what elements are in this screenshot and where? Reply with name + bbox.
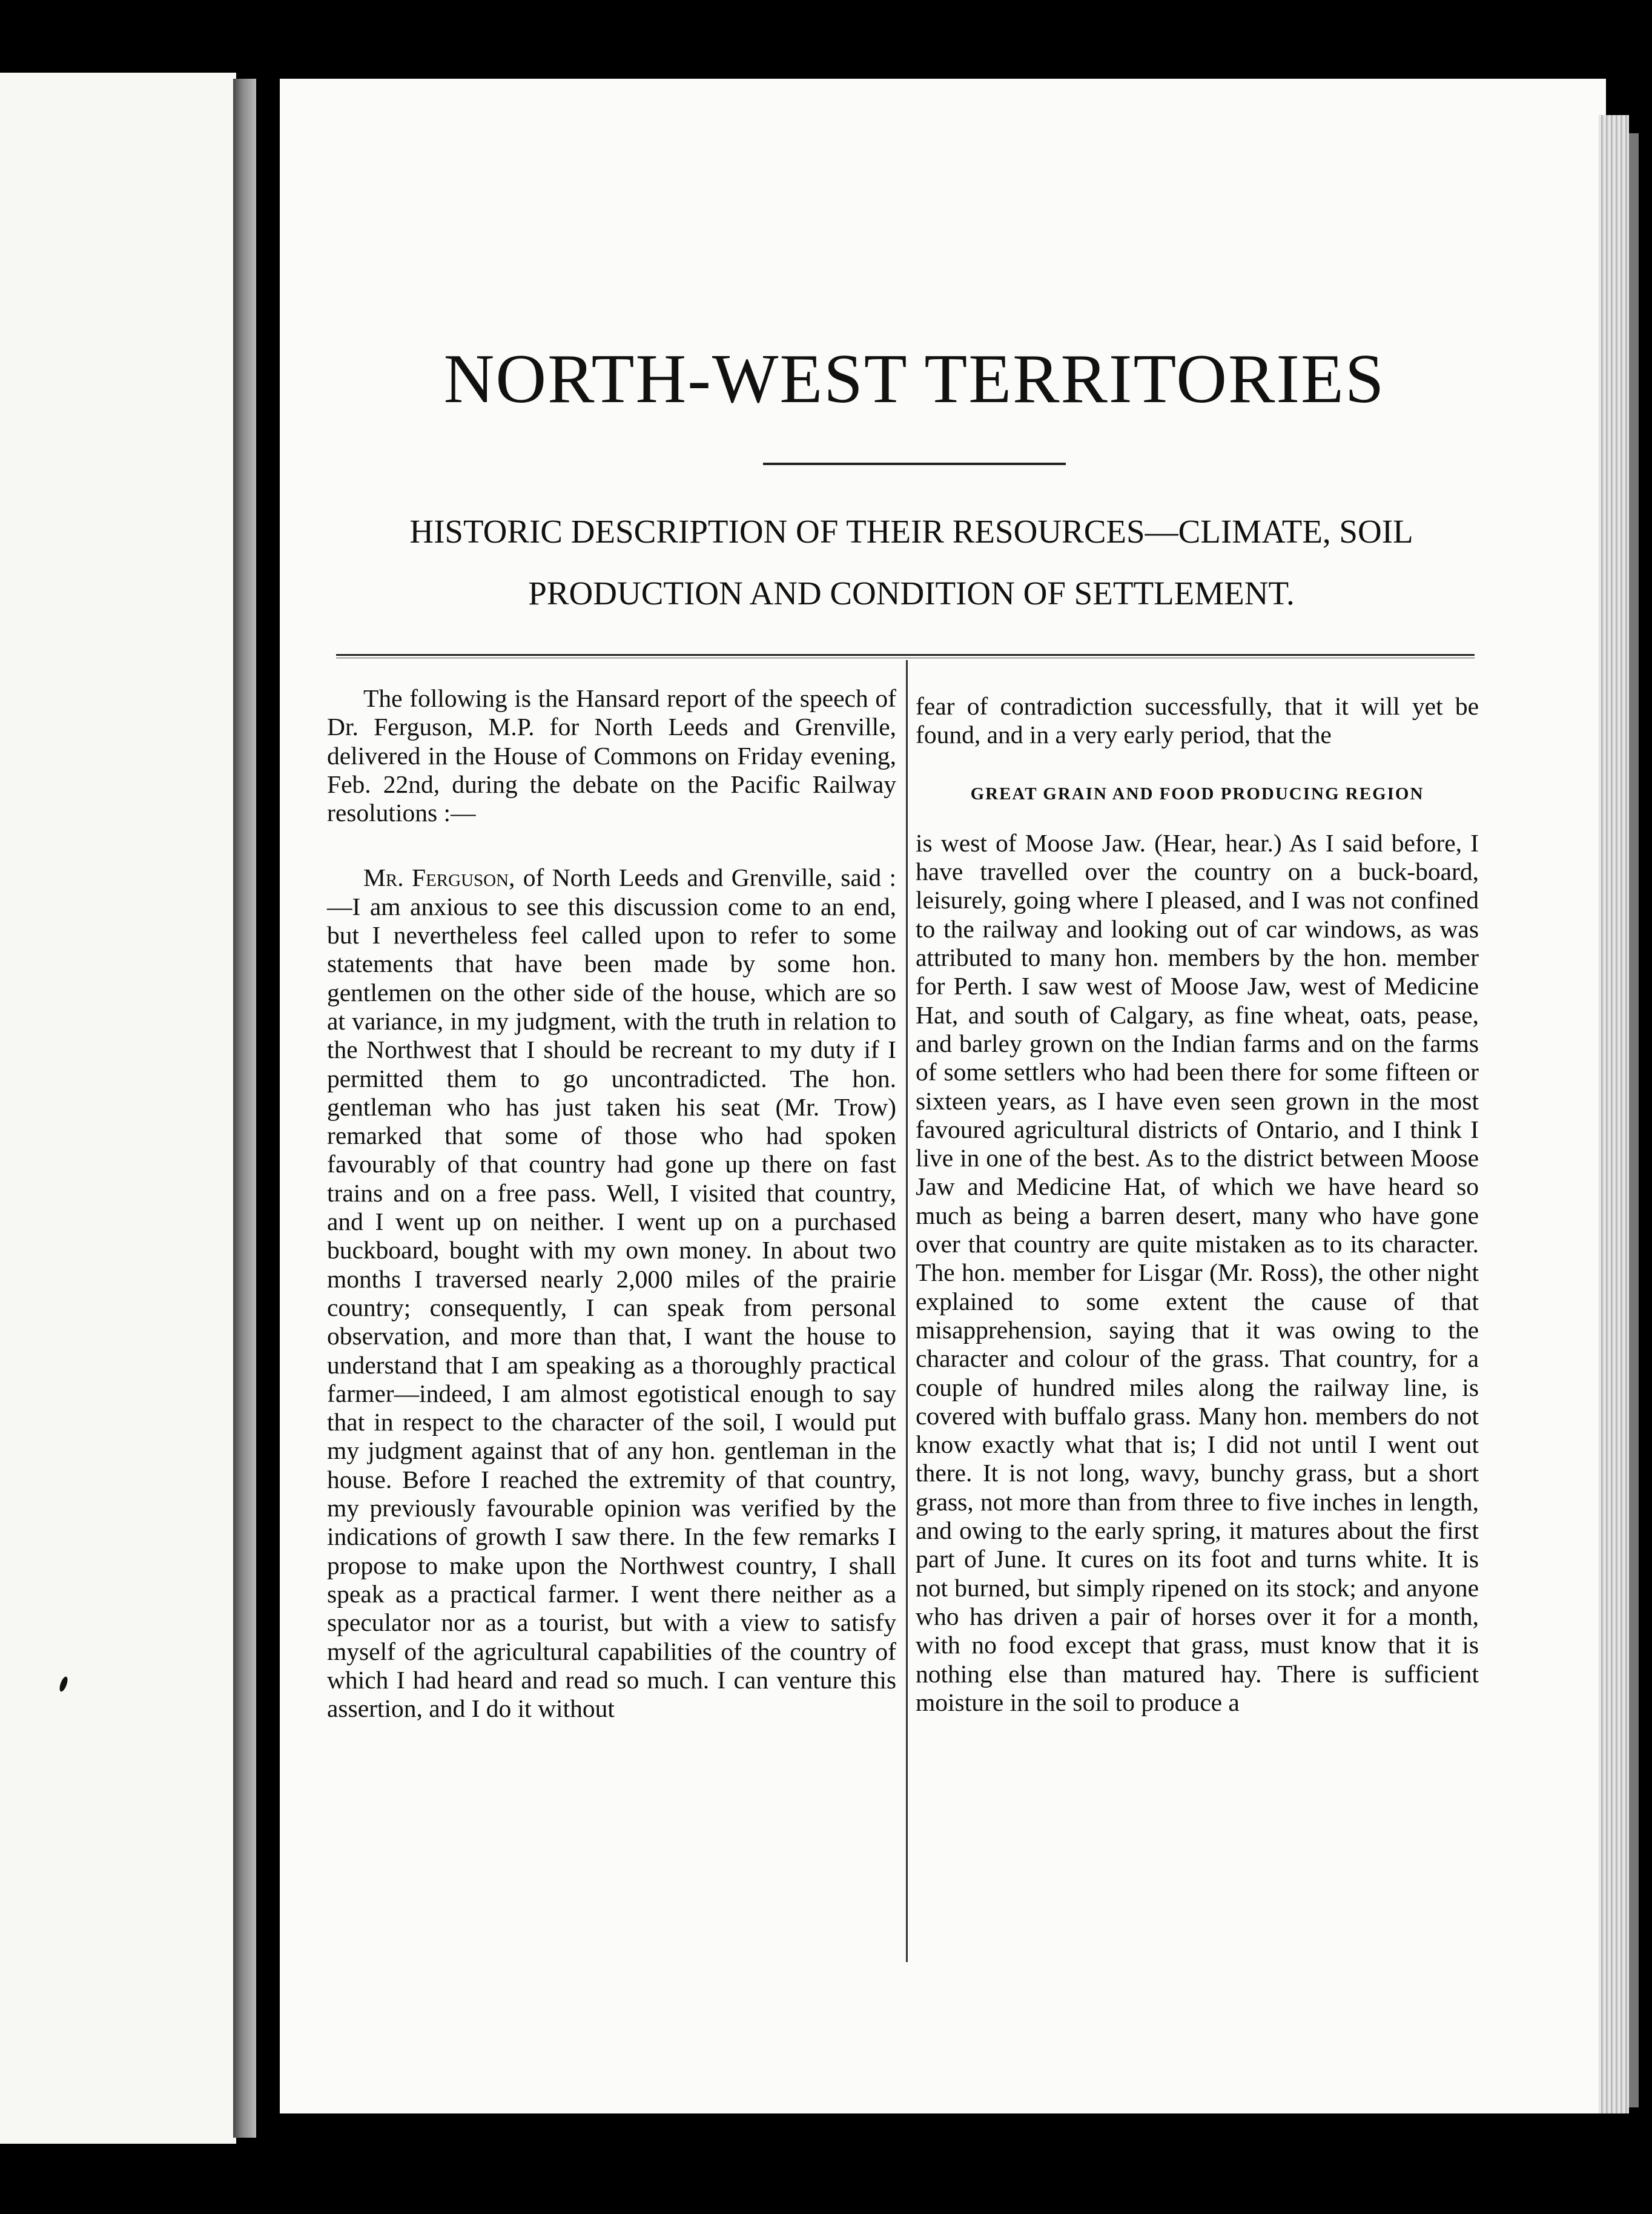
binding-gutter-shadow — [233, 79, 256, 2138]
header-divider — [336, 654, 1475, 656]
speaker-name: Mr. Ferguson, — [363, 864, 515, 892]
previous-page-edge — [0, 73, 236, 2144]
column-divider — [906, 660, 908, 1962]
speech-text-right-2: is west of Moose Jaw. (Hear, hear.) As I said before, I have travelled over the country on a buck-board, leisurely, going where I pleased, and I was not confined to the railway and looking out of car windows, as was attributed to many hon. members by the hon. member for Perth. I saw west of Moose Jaw, west of Medicine Hat, and south of Calgary, as fine wheat, oats, pease, and barley grown on the Indian farms and on the farms of some settlers who had been there for some fifteen or sixteen years, as I have even seen grown in the most favoured agricultural districts of Ontario, and I think I live in one of the best. As to the district between Moose Jaw and Medicine Hat, of which we have heard so much as being a barren desert, many who have gone over that country are quite mistaken as to its character. The hon. member for Lisgar (Mr. Ross), the other night explained to some extent the cause of that misapprehension, saying that it was owing to the character and colour of the grass. That country, for a couple of hundred miles along the railway line, is covered with buffalo grass. Many hon. members do not know exactly what that is; I did not until I went out there. It is not long, wavy, bunchy grass, but a short grass, not more than from three to five inches in length, and owing to the early spring, it matures about the first part of June. It cures on its foot and turns white. It is not burned, but simply ripened on its stock; and anyone who has driven a pair of horses over it for a month, with no food except that grass, must know that it is nothing else than matured hay. There is sufficient moisture in the soil to produce a — [916, 828, 1479, 1716]
speech-text-left: of North Leeds and Grenville, said :—I am anxious to see this discussion come to an end, but I nevertheless feel called upon to refer to some statements that have been made by some hon. gentlemen on the other side of the house, which are so at variance, in my judgment, with the truth in relation to the Northwest that I should be recreant to my duty if I permitted them to go uncontradicted. The hon. gentleman who has just taken his seat (Mr. Trow) remarked that some of those who had spoken favourably of that country had gone up there on fast trains and on a free pass. Well, I visited that country, and I went up on neither. I went up on a purchased buckboard, bought with my own money. In about two months I traversed nearly 2,000 miles of the prairie country; consequently, I can speak from personal observation, and more than that, I want the house to understand that I am speaking as a thoroughly practical farmer—indeed, I am almost egotistical enough to say that in respect to the character of the soil, I would put my judgment against that of any hon. gentleman in the house. Before I reached the extremity of that country, my previously favourable opinion was verified by the indications of growth I saw there. In the few remarks I propose to make upon the Northwest country, I shall speak as a practical farmer. I went there neither as a speculator nor as a tourist, but with a view to satisfy myself of the agricultural capabilities of the country of which I had heard and read so much. I can venture this assertion, and I do it without — [327, 864, 897, 1723]
speech-text-right-1: fear of contradiction successfully, that it will yet be found, and in a very early period, that the — [916, 692, 1479, 749]
right-column — [916, 692, 1479, 1717]
section-heading: GREAT GRAIN AND FOOD PRODUCING REGION — [970, 784, 1424, 804]
intro-paragraph: The following is the Hansard report of the speech of Dr. Ferguson, M.P. for North Leeds and Grenville, delivered in the House of Commons on Friday evening, Feb. 22nd, during the debate on the Pacific Railway resolutions :— — [327, 684, 896, 827]
subtitle-line-1: HISTORIC DESCRIPTION OF THEIR RESOURCES—CLIMATE, SOIL — [409, 513, 1413, 550]
title-divider — [763, 463, 1066, 465]
left-column — [327, 684, 896, 1723]
page-title: NORTH-WEST TERRITORIES — [443, 340, 1386, 418]
subtitle-line-2: PRODUCTION AND CONDITION OF SETTLEMENT. — [528, 575, 1295, 612]
page-stack-edge — [1599, 115, 1629, 2113]
speech-paragraph — [327, 864, 896, 1723]
page-stack-shadow — [1629, 133, 1639, 2107]
